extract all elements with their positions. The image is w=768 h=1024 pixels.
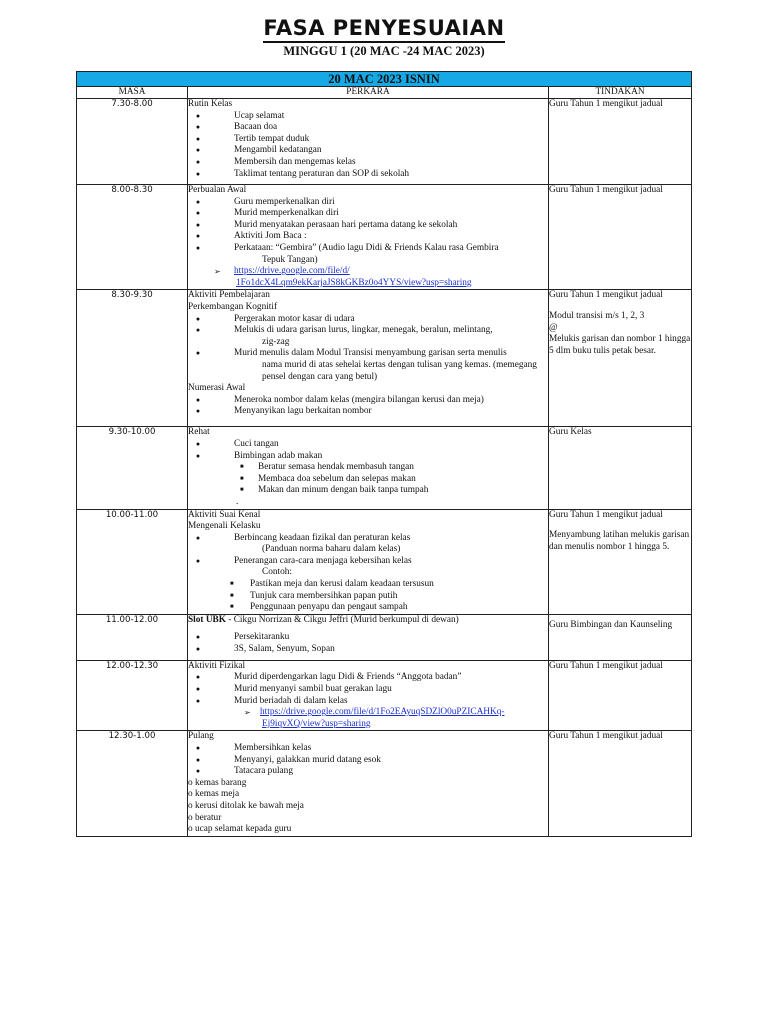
link-item [188,707,548,719]
activity-cell [188,185,549,290]
time-cell: 12.30-1.00 [77,731,188,836]
sub-list-item: ■ Beratur semasa hendak membasuh tangan [240,462,414,473]
list-item: ● Murid menyatakan perasaan hari pertama datang ke sekolah [195,219,458,230]
list-item-continuation: Contoh: [262,567,292,578]
column-header-row [77,87,692,99]
list-item: ● Murid memperkenalkan diri [195,208,339,219]
schedule-table [76,71,692,837]
activity-cell [188,427,549,509]
activity-subheading: Mengenali Kelasku [188,521,261,532]
list-item-continuation: zig-zag [262,336,290,347]
action-text: Guru Tahun 1 mengikut jadual [549,290,663,301]
list-item: ● Murid beriadah di dalam kelas [195,695,348,706]
list-item-continuation: pensel dengan cara yang betul) [262,371,378,382]
list-item-continuation: nama murid di atas sehelai kertas dengan tulisan yang kemas. (memegang [262,359,537,370]
list-item: ● Meneroka nombor dalam kelas (mengira bilangan kerusi dan meja) [195,394,484,405]
action-text: Modul transisi m/s 1, 2, 3 [549,310,645,321]
table-row [77,731,692,836]
time-cell: 8.00-8.30 [77,185,188,290]
table-row [77,290,692,427]
activity-cell [188,660,549,731]
activity-heading: Perbualan Awal [188,185,247,195]
arrow-icon: ➢ [244,708,251,718]
action-cell [549,290,692,427]
list-item: ● Bacaan doa [195,122,278,133]
sub-list-item: ■ Pastikan meja dan kerusi dalam keadaan tersusun [230,579,434,590]
list-item: ● Murid diperdengarkan lagu Didi & Friends “Anggota badan” [195,672,462,683]
column-header-perkara: PERKARA [188,87,549,99]
action-cell [549,99,692,185]
activity-heading: Aktiviti Fizikal [188,660,246,671]
activity-heading: Rehat [188,427,210,438]
list-item-continuation: Tepuk Tangan) [262,254,318,265]
plain-item: o ucap selamat kepada guru [188,824,292,835]
list-item: ● Bimbingan adab makan [195,450,323,461]
sub-list-item: ■ Penggunaan penyapu dan pengaut sampah [230,602,408,613]
time-cell: 8.30-9.30 [77,290,188,427]
table-row [77,660,692,731]
list-item: ● Aktiviti Jom Baca : [195,231,307,242]
plain-item: o kemas barang [188,777,247,788]
activity-heading: Aktiviti Pembelajaran [188,290,270,301]
sub-list-item: ■ Membaca doa sebelum dan selepas makan [240,473,416,484]
action-cell [549,185,692,290]
list-item: ● Mengambil kedatangan [195,145,322,156]
activity-cell [188,614,549,660]
action-cell [549,660,692,731]
week-subtitle: MINGGU 1 (20 MAC -24 MAC 2023) [283,44,485,58]
activity-heading: Numerasi Awal [188,383,246,394]
list-item: ● Ucap selamat [195,110,285,121]
action-text: Guru Tahun 1 mengikut jadual [549,185,663,195]
document-title: FASA PENYESUAIAN [0,16,768,40]
list-item: ● Melukis di udara garisan lurus, lingkar, menegak, beralun, melintang, [195,325,493,336]
list-item: ● Tatacara pulang [195,766,293,777]
list-item: ● Penerangan cara-cara menjaga kebersihan kelas [195,555,412,566]
action-text: Guru Tahun 1 mengikut jadual [549,660,663,671]
activity-heading: Aktiviti Suai Kenal [188,509,261,520]
time-cell: 11.00-12.00 [77,614,188,660]
list-item: ● Membersihkan kelas [195,743,312,753]
table-row [77,614,692,660]
sub-list-item: ■ Makan dan minum dengan baik tanpa tumpah [240,485,429,496]
list-item: ● 3S, Salam, Senyum, Sopan [195,644,335,655]
action-text: Guru Kelas [549,427,592,438]
action-cell [549,731,692,836]
column-header-tindakan: TINDAKAN [549,87,692,99]
list-item: ● Taklimat tentang peraturan dan SOP di sekolah [195,168,410,179]
list-item: ● Persekitaranku [195,632,290,643]
time-cell: 7.30-8.00 [77,99,188,185]
list-item: ● Membersih dan mengemas kelas [195,156,356,167]
activity-cell [188,731,549,836]
action-text: Melukis garisan dan nombor 1 hingga 5 dlm buku tulis petak besar. [549,334,691,356]
link-item [188,266,548,278]
activity-cell [188,509,549,614]
plain-item: o beratur [188,812,222,823]
list-item: ● Tertib tempat duduk [195,133,310,144]
list-item: ● Menyanyi, galakkan murid datang esok [195,754,381,765]
time-cell: 9.30-10.00 [77,427,188,509]
list-item: ● Menyanyikan lagu berkaitan nombor [195,406,372,417]
table-row [77,185,692,290]
drive-link[interactable]: https://drive.google.com/file/d/ [234,266,350,277]
action-text: @ [549,322,558,333]
day-header: 20 MAC 2023 ISNIN [77,72,692,87]
link-item-continuation [188,278,548,290]
activity-cell [188,99,549,185]
action-cell [549,427,692,509]
list-item: ● Guru memperkenalkan diri [195,196,335,207]
day-header-row [77,72,692,87]
list-item: ● Pergerakan motor kasar di udara [195,313,355,324]
action-cell [549,509,692,614]
plain-item: o kemas meja [188,789,240,800]
action-text: Guru Bimbingan dan Kaunseling [549,619,673,630]
table-row [77,427,692,509]
drive-link-continued[interactable]: 1Fo1dcX4Lqm9ekKarjaJS8kGKBz0o4YYS/view?usp=sharing [236,277,472,288]
action-cell [549,614,692,660]
action-text: Guru Tahun 1 mengikut jadual [549,99,663,109]
trailing-dot: . [236,496,239,507]
drive-link[interactable]: https://drive.google.com/file/d/1Fo2EAyuqSDZlO0uPZICAHKq- [260,707,505,718]
list-item-continuation: (Panduan norma baharu dalam kelas) [262,544,401,555]
list-item: ● Murid menulis dalam Modul Transisi menyambung garisan serta menulis [195,348,507,359]
arrow-icon: ➢ [214,267,221,277]
column-header-masa: MASA [77,87,188,99]
activity-subheading: Perkembangan Kognitif [188,301,278,312]
table-row [77,509,692,614]
table-row [77,99,692,185]
action-text: Guru Tahun 1 mengikut jadual [549,731,663,742]
list-item: ● Murid menyanyi sambil buat gerakan lagu [195,684,392,695]
list-item: ● Perkataan: “Gembira” (Audio lagu Didi & Friends Kalau rasa Gembira [195,242,499,253]
list-item: ● Cuci tangan [195,438,279,449]
action-text: Menyambung latihan melukis garisan dan menulis nombor 1 hingga 5. [549,530,690,552]
activity-heading: Rutin Kelas [188,99,233,109]
time-cell: 10.00-11.00 [77,509,188,614]
drive-link-continued[interactable]: Ej9iqvXQ/view?usp=sharing [262,718,371,729]
link-item-continuation [188,719,548,731]
activity-heading: Slot UBK - Cikgu Norrizan & Cikgu Jeffri (Murid berkumpul di dewan) [188,614,459,625]
activity-cell [188,290,549,427]
plain-item: o kerusi ditolak ke bawah meja [188,800,304,811]
sub-list-item: ■ Tunjuk cara membersihkan papan putih [230,590,398,601]
time-cell: 12.00-12.30 [77,660,188,731]
activity-heading: Pulang [188,731,214,742]
list-item: ● Berbincang keadaan fizikal dan peraturan kelas [195,532,411,543]
action-text: Guru Tahun 1 mengikut jadual [549,509,663,520]
